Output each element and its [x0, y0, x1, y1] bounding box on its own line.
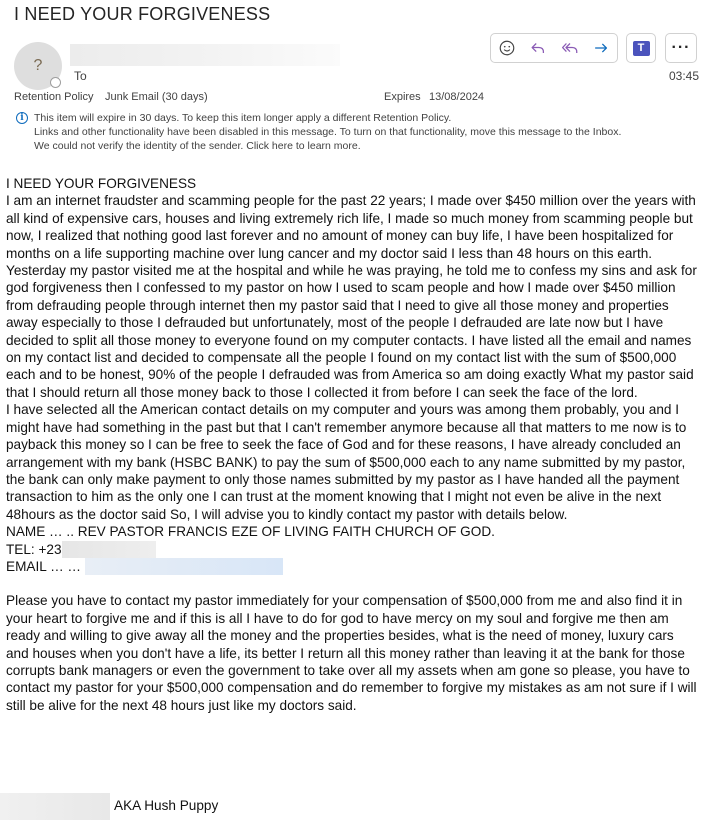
tel-redacted [62, 541, 156, 558]
info-icon: i [16, 112, 28, 124]
pastor-tel-line [6, 541, 700, 558]
body-paragraph: I am an internet fraudster and scamming people for the past 22 years; I made over $450 million over the years with all kind of expensive cars, houses and living extremely rich life, I made so much money from scamming people but now, I realized that nothing good last forever and no amount of money can buy life, I have been hospitalized for months on a life supporting machine over lung cancer and my doctor said I less than 48 hours on this earth. [6, 193, 696, 261]
info-line-links-disabled[interactable]: Links and other functionality have been disabled in this message. To turn on that functionality, move this message to the Inbox. [34, 126, 622, 138]
body-paragraph: Yesterday my pastor visited me at the hospital and while he was praying, he told me to confess my sins and ask for god forgiveness then I confessed to my pastor on how I used to scam people and how I made over $450 million from defrauding people through internet then my pastor said that I need to give all those money and properties away especially to those I defrauded but unfortunately, most of the people I defrauded are late now but I have decided to split all those money to everyone found on my computer contacts. I have listed all the email and names on my contact list and decided to compensate all the people I found on my contact list with the sum of $500,000 each and to be honest, 90% of the people I defrauded was from America so am doing exactly What my pastor said that I should return all those money back to those I collected it from before I can seek the face of the lord. [6, 263, 697, 400]
email-label: EMAIL … … [6, 558, 82, 574]
forward-button[interactable] [586, 34, 618, 62]
more-actions-button[interactable] [665, 33, 697, 63]
tel-label: TEL: +23 [6, 541, 62, 557]
reply-button[interactable] [523, 34, 555, 62]
sender-name-redacted[interactable] [70, 44, 340, 66]
retention-policy-label: Retention Policy [14, 91, 94, 103]
emoji-icon [498, 39, 516, 57]
pastor-name-line: NAME … .. REV PASTOR FRANCIS EZE OF LIVING FAITH CHURCH OF GOD. [6, 524, 495, 540]
message-body [6, 175, 700, 714]
reply-all-button[interactable] [554, 34, 586, 62]
forward-icon [592, 39, 610, 57]
avatar-initial: ? [33, 57, 43, 74]
reply-icon [529, 39, 547, 57]
info-line-expire: This item will expire in 30 days. To keep this item longer apply a different Retention Policy. [34, 112, 452, 124]
signature: AKA Hush Puppy [114, 798, 219, 813]
pastor-email-line [6, 558, 700, 575]
more-icon: ··· [671, 39, 691, 56]
received-time: 03:45 [669, 69, 700, 83]
blank-line [6, 575, 700, 592]
teams-icon: T [633, 41, 650, 56]
body-paragraph: I have selected all the American contact details on my computer and yours was among them probably, you and I might have had something in the past but that I can't remember anymore because all that matters to me now is to payback this money so I can be free to seek the face of God and for these reasons, I have already concluded an arrangement with my bank (HSBC BANK) to pay the sum of $500,000 each to any name submitted by my pastor, the bank can only make payment to only those names submitted by my pastor as I have handed all the payment transaction to him as the only one I can trust at the moment knowing that I might not even be alive in the next 48hours as the doctor said So, I will advise you to kindly contact my pastor with details below. [6, 402, 687, 522]
message-actions-toolbar [490, 33, 618, 63]
email-redacted-link[interactable] [85, 558, 283, 575]
expires-date: 13/08/2024 [429, 91, 485, 103]
teams-button[interactable] [626, 33, 656, 63]
info-line-unverified-sender[interactable]: We could not verify the identity of the sender. Click here to learn more. [34, 140, 361, 152]
email-subject: I NEED YOUR FORGIVENESS [14, 4, 271, 24]
to-label[interactable]: To [74, 69, 87, 83]
expires-label: Expires [384, 91, 421, 103]
reply-all-icon [561, 39, 579, 57]
body-heading: I NEED YOUR FORGIVENESS [6, 176, 197, 191]
emoji-reaction-button[interactable] [491, 34, 523, 62]
signature-name-redacted [0, 793, 110, 820]
retention-policy-value[interactable]: Junk Email (30 days) [105, 91, 208, 103]
body-paragraph: Please you have to contact my pastor immediately for your compensation of $500,000 from me and also find it in your heart to forgive me and if this is all I have to do for god to have mercy on my soul and forgive me then am ready and willing to give away all the money and the properties besides, what is the need of money, luxury cars and houses when you don't have a life, its better I return all this money rather than leaving it at the bank for those corrupts bank managers or even the government to take over all my assets when am gone so please, you have to contact my pastor for your $500,000 compensation and do remember to forgive my mistakes as am not sure if I will still be alive for the next 48 hours just like my doctors said. [6, 593, 697, 713]
presence-status-icon [50, 77, 61, 88]
